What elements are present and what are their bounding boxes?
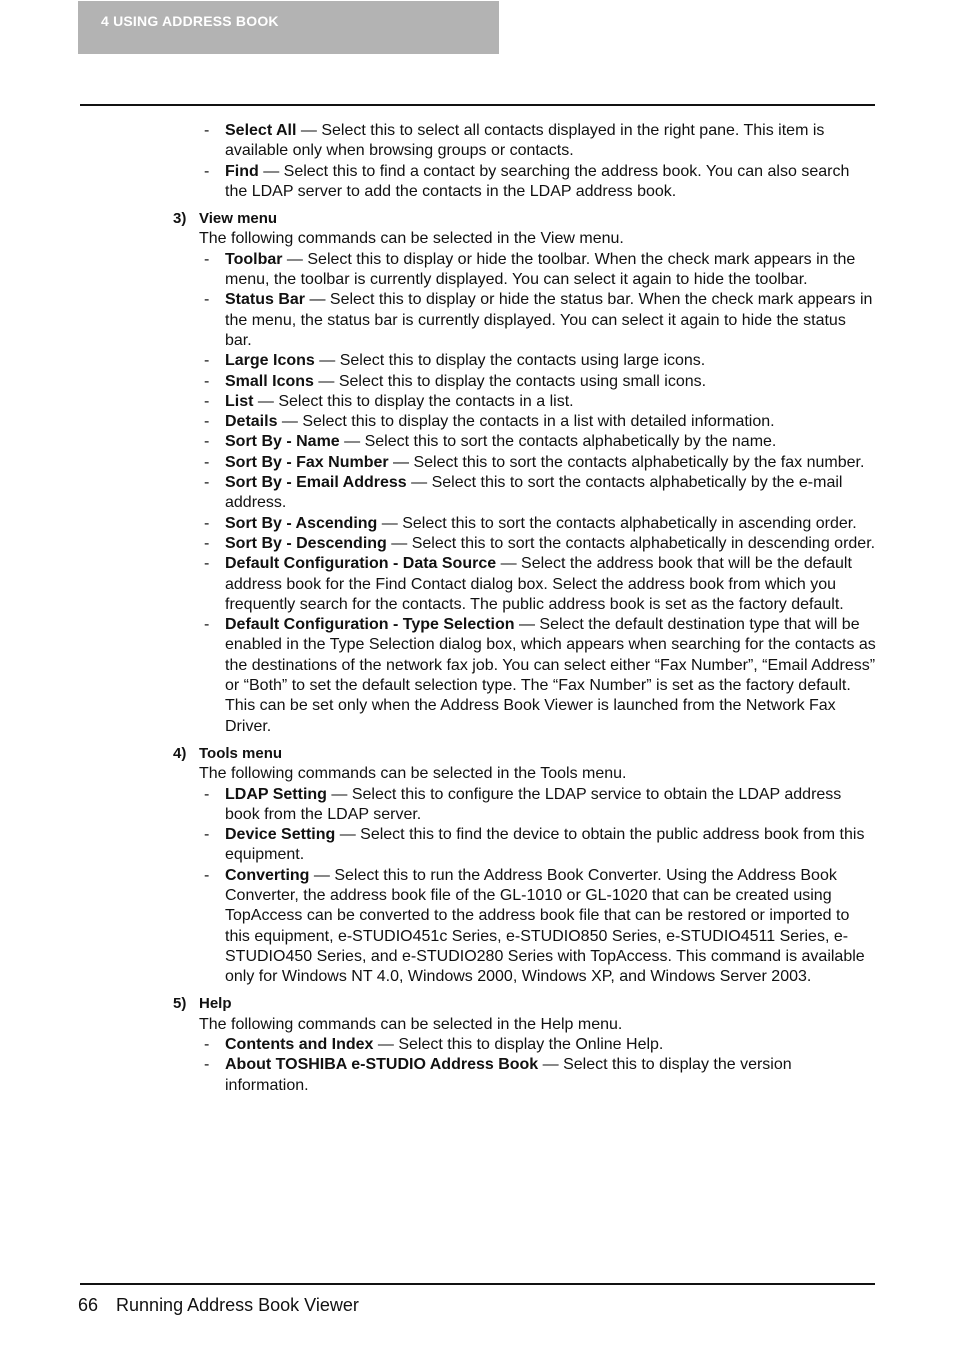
item-description: — Select this to display the contacts using small icons. [313,372,707,390]
list-item-large-icons: - Large Icons — Select this to display the contacts using large icons. [204,352,706,370]
item-term: Select All [225,122,297,139]
section-intro: The following commands can be selected in the Tools menu. [199,765,627,783]
list-item-ldap-setting: - LDAP Setting — Select this to configure the LDAP service to obtain the LDAP address book from the LDAP server. [204,785,842,823]
page-body [173,121,876,1096]
footer-section-title: Running Address Book Viewer [116,1295,359,1315]
item-term: About TOSHIBA e-STUDIO Address Book [225,1056,539,1074]
item-term: Find [225,162,259,180]
item-description: — Select the default destination type that will be enabled in the Type Selection dialog box, which appears when searching for the contacts as the destinations of the network fax job. You can select either “Fax Number”, “Email Address” or “Both” to set the default selection type. The “Fax Number” is set as the factory default. This can be set only when the Address Book Viewer is launched from the Network Fax Driver. [225,616,876,735]
list-item-device-setting: - Device Setting — Select this to find the device to obtain the public address book from this equipment. [204,826,865,864]
item-description: — Select this to sort the contacts alphabetically by the name. [339,433,777,451]
list-item-small-icons: - Small Icons — Select this to display the contacts using small icons. [204,372,707,390]
item-term: Small Icons [225,372,314,390]
section-help-menu [173,994,876,1095]
item-description: — Select this to sort the contacts alphabetically by the e-mail address. [225,474,843,512]
list-item-list: - List — Select this to display the contacts in a list. [204,392,574,410]
list-item-default-data-source: - Default Configuration - Data Source — Select the address book that will be the default address book for the Find Contact dialog box. Select the address book from which you frequently search for the contacts. The public address book is set as the factory default. [204,555,852,613]
section-view-menu [173,209,876,737]
list-item-about: - About TOSHIBA e-STUDIO Address Book — Select this to display the version information. [204,1056,792,1094]
item-description: — Select this to display the version information. [225,1056,792,1094]
item-term: Sort By - Fax Number [225,453,389,471]
chapter-tab-label: 4 USING ADDRESS BOOK [101,13,279,29]
item-description: — Select this to sort the contacts alphabetically by the fax number. [388,453,865,471]
item-term: List [225,392,254,410]
item-term: Contents and Index [225,1036,374,1054]
item-term: Sort By - Name [225,433,340,451]
list-item-contents-index: - Contents and Index — Select this to display the Online Help. [204,1036,664,1054]
item-term: Toolbar [225,250,283,268]
item-description: — Select this to select all contacts displayed in the right pane. This item is available only when browsing groups or contacts. [225,122,825,160]
section-number: 3) [173,210,187,228]
item-description: — Select this to display the contacts in a list. [253,392,574,410]
list-item-select-all: - Select All — Select this to select all contacts displayed in the right pane. This item is available only when browsing groups or contacts. [204,122,825,160]
item-description: — Select this to find the device to obtain the public address book from this equipment. [225,826,865,864]
page-number: 66 [78,1295,99,1315]
item-term: Sort By - Email Address [225,474,407,492]
item-term: Sort By - Ascending [225,514,378,532]
item-description: — Select this to display or hide the status bar. When the check mark appears in the menu, the status bar is currently displayed. You can select it again to hide the status bar. [225,291,873,349]
item-description: — Select this to sort the contacts alphabetically in descending order. [386,534,876,552]
section-title: Help [199,995,232,1013]
list-item-details: - Details — Select this to display the contacts in a list with detailed information. [204,413,775,431]
list-item-toolbar: - Toolbar — Select this to display or hide the toolbar. When the check mark appears in the menu, the toolbar is currently displayed. You can select it again to hide the toolbar. [204,250,856,289]
item-description: — Select this to find a contact by searching the address book. You can also search the LDAP server to add the contacts in the LDAP address book. [225,162,850,200]
item-description: — Select this to display or hide the toolbar. When the check mark appears in the menu, the toolbar is currently displayed. You can select it again to hide the toolbar. [225,250,856,289]
list-item-find: - Find — Select this to find a contact by searching the address book. You can also search the LDAP server to add the contacts in the LDAP address book. [204,162,850,200]
list-item-sort-ascending: - Sort By - Ascending — Select this to sort the contacts alphabetically in ascending order. [204,514,857,532]
section-number: 5) [173,995,187,1013]
item-description: — Select this to configure the LDAP service to obtain the LDAP address book from the LDAP server. [225,785,842,823]
section-number: 4) [173,744,187,762]
item-description: — Select this to display the contacts using large icons. [314,352,706,370]
item-term: Device Setting [225,826,336,844]
item-term: Converting [225,866,310,884]
item-term: Status Bar [225,291,306,309]
item-description: — Select the address book that will be the default address book for the Find Contact dialog box. Select the address book from which you frequently search for the contacts. The public address book is set as the factory default. [225,555,852,613]
item-term: LDAP Setting [225,785,327,803]
chapter-tab [78,1,499,54]
list-item-default-type-selection: - Default Configuration - Type Selection — Select the default destination type that will be enabled in the Type Selection dialog box, which appears when searching for the contacts as the destinations of the network fax job. You can select either “Fax Number”, “Email Address” or “Both” to set the default selection type. The “Fax Number” is set as the factory default. This can be set only when the Address Book Viewer is launched from the Network Fax Driver. [204,616,876,735]
list-item-converting: - Converting — Select this to run the Address Book Converter. Using the Address Book Converter, the address book file of the GL-1010 or GL-1020 that can be created using TopAccess can be converted to the address book file that can be restored or imported to this equipment, e-STUDIO451c Series, e-STUDIO850 Series, e-STUDIO4511 Series, e-STUDIO450 Series, and e-STUDIO280 Series with TopAccess. This command is available only for Windows NT 4.0, Windows 2000, Windows XP, and Windows Server 2003. [204,866,865,986]
item-term: Default Configuration - Data Source [225,555,497,573]
list-item-status-bar: - Status Bar — Select this to display or hide the status bar. When the check mark appears in the menu, the status bar is currently displayed. You can select it again to hide the status bar. [204,291,873,349]
item-term: Details [225,413,278,431]
page-footer [78,1295,359,1316]
item-term: Large Icons [225,352,315,370]
section-title: Tools menu [199,744,283,762]
list-item-sort-fax: - Sort By - Fax Number — Select this to sort the contacts alphabetically by the fax number. [204,453,865,471]
footer-rule [80,1283,875,1285]
section-intro: The following commands can be selected in the View menu. [199,230,624,248]
list-item-sort-descending: - Sort By - Descending — Select this to sort the contacts alphabetically in descending order. [204,534,876,552]
item-description: — Select this to sort the contacts alphabetically in ascending order. [377,514,857,532]
item-description: — Select this to run the Address Book Converter. Using the Address Book Converter, the address book file of the GL-1010 or GL-1020 that can be created using TopAccess can be converted to the address book file that can be restored or imported to this equipment, e-STUDIO451c Series, e-STUDIO850 Series, e-STUDIO4511 Series, e-STUDIO450 Series, and e-STUDIO280 Series with TopAccess. This command is available only for Windows NT 4.0, Windows 2000, Windows XP, and Windows Server 2003. [225,866,865,986]
item-term: Sort By - Descending [225,534,387,552]
section-title: View menu [199,210,278,228]
list-item-sort-email: - Sort By - Email Address — Select this to sort the contacts alphabetically by the e-mail address. [204,474,843,512]
item-description: — Select this to display the Online Help. [373,1036,664,1054]
header-rule [80,104,875,106]
section-tools-menu [173,744,876,988]
item-description: — Select this to display the contacts in a list with detailed information. [277,413,775,431]
list-item-sort-name: - Sort By - Name — Select this to sort the contacts alphabetically by the name. [204,433,777,451]
section-intro: The following commands can be selected in the Help menu. [199,1015,623,1033]
item-term: Default Configuration - Type Selection [225,616,515,634]
